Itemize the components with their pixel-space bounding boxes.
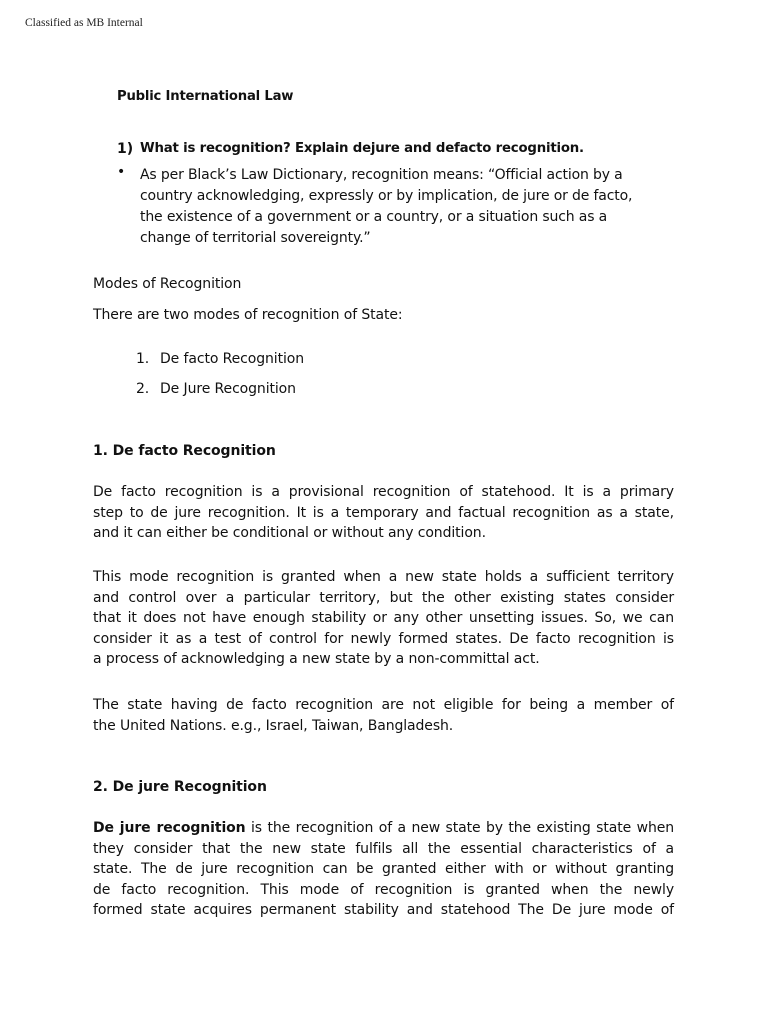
text-line: country acknowledging, expressly or by implication, de jure or de facto, xyxy=(140,188,633,204)
section-heading-de-facto: 1. De facto Recognition xyxy=(93,443,276,459)
text-line: and it can either be conditional or without any condition. xyxy=(93,525,486,541)
modes-list-item: De Jure Recognition xyxy=(160,381,296,397)
bullet-marker: • xyxy=(117,164,126,180)
text-line: they consider that the new state fulfils all the essential characteristics of a xyxy=(93,840,674,857)
modes-intro: There are two modes of recognition of State: xyxy=(93,307,403,323)
classification-label: Classified as MB Internal xyxy=(25,17,143,29)
text-line: De facto recognition is a provisional recognition of statehood. It is a primary xyxy=(93,484,674,500)
text-line: the existence of a government or a country, or a situation such as a xyxy=(140,209,608,225)
text-line: This mode recognition is granted when a new state holds a sufficient territory xyxy=(93,569,674,585)
paragraph xyxy=(93,567,674,670)
text-line: de facto recognition. This mode of recognition is granted when the newly xyxy=(93,881,674,898)
text-line xyxy=(93,818,674,839)
text-run: is the recognition of a new state by the existing state when xyxy=(245,820,675,836)
definition-bullet xyxy=(140,165,680,249)
document-title: Public International Law xyxy=(117,89,294,104)
modes-list-item: De facto Recognition xyxy=(160,351,304,367)
text-line: and control over a particular territory, but the other existing states consider xyxy=(93,589,674,606)
question-number: 1) xyxy=(117,141,134,157)
paragraph xyxy=(93,695,674,736)
text-line: a process of acknowledging a new state by a non-committal act. xyxy=(93,651,540,667)
text-line: step to de jure recognition. It is a temporary and factual recognition as a state, xyxy=(93,504,674,521)
text-line: consider it as a test of control for newly formed states. De facto recognition is xyxy=(93,630,674,647)
text-line: state. The de jure recognition can be granted either with or without granting xyxy=(93,861,674,877)
modes-heading: Modes of Recognition xyxy=(93,276,242,292)
paragraph xyxy=(93,482,674,544)
bold-term: De jure recognition xyxy=(93,820,246,836)
paragraph xyxy=(93,818,674,921)
text-line: The state having de facto recognition are not eligible for being a member of xyxy=(93,697,674,713)
section-heading-de-jure: 2. De jure Recognition xyxy=(93,779,267,795)
question-text: What is recognition? Explain dejure and defacto recognition. xyxy=(140,141,584,156)
modes-list-number: 1. xyxy=(136,351,150,367)
modes-list-number: 2. xyxy=(136,381,150,397)
text-line: change of territorial sovereignty.” xyxy=(140,230,371,246)
text-line: As per Black’s Law Dictionary, recognition means: “Official action by a xyxy=(140,167,623,183)
text-line: formed state acquires permanent stability and statehood The De jure mode of xyxy=(93,902,674,918)
text-line: the United Nations. e.g., Israel, Taiwan, Bangladesh. xyxy=(93,717,454,734)
text-line: that it does not have enough stability or any other unsetting issues. So, we can xyxy=(93,610,674,626)
